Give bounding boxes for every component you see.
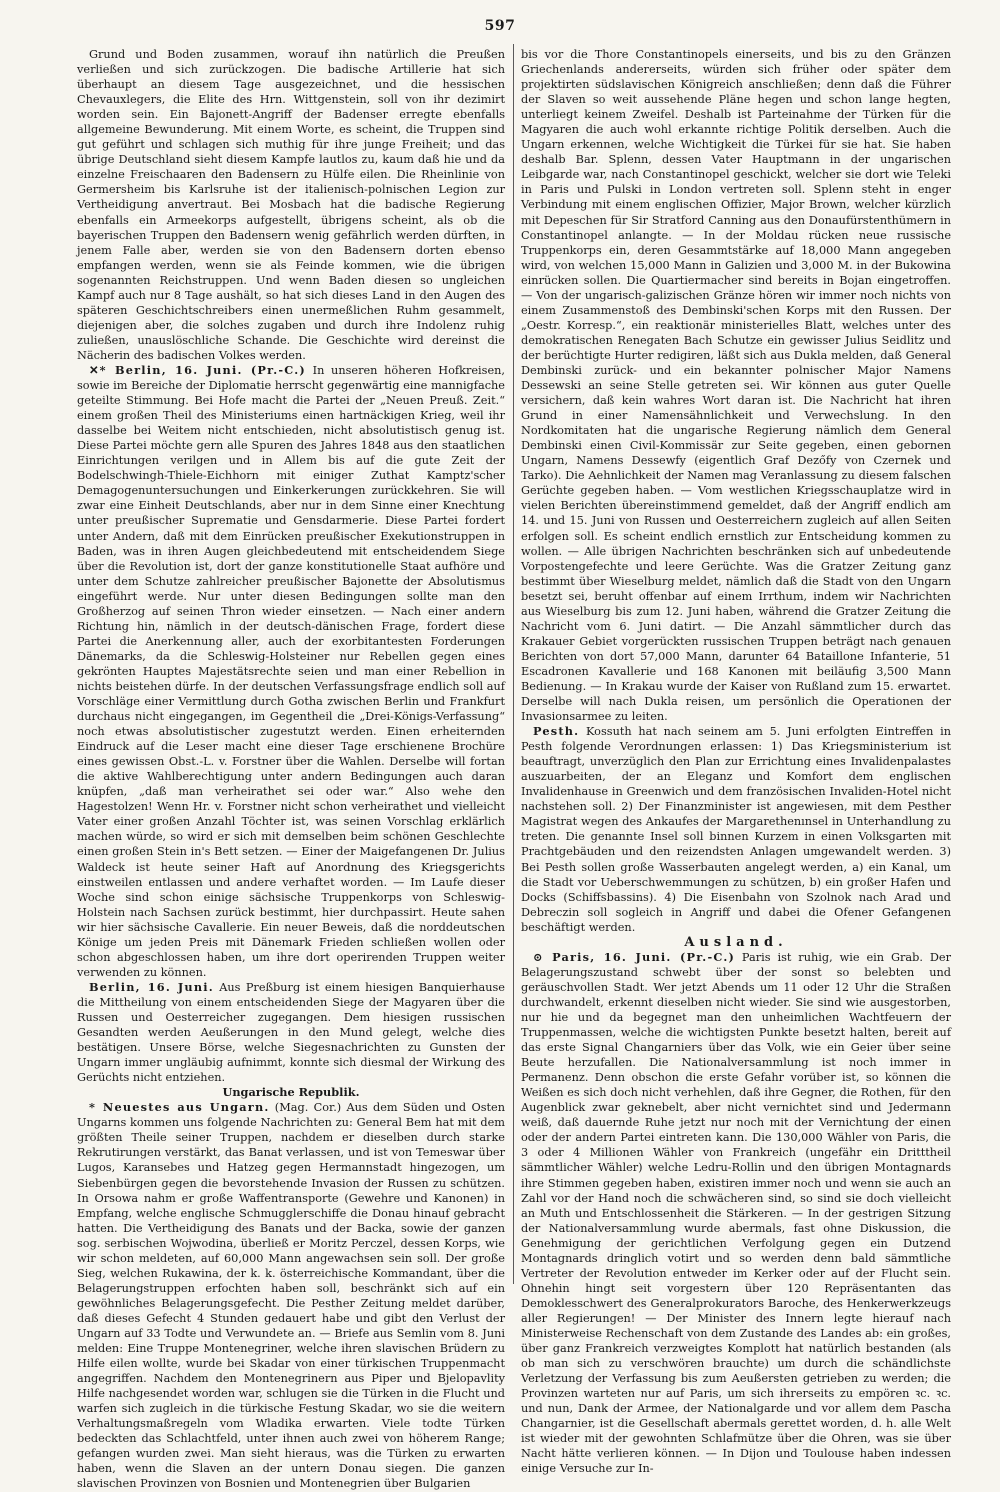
dateline: * Neuestes aus Ungarn. — [89, 1100, 270, 1115]
article-paragraph — [77, 1100, 505, 1491]
paragraph-text: bis vor die Thore Constantinopels einerseits, und bis zu den Gränzen Griechenlands andererseits, würden sich früher oder später dem projektirten südslavischen Königreich anschließen; denn daß die Führer der Slaven so weit aussehende Pläne hegen und schon lange hegten, unterliegt keinem Zweifel. Deshalb ist Parteinahme der Türken für die Magyaren die auch wohl erkannte richtige Politik derselben. Auch die Ungarn erkennen, welche Wichtigkeit die Türkei für sie hat. Sie haben deshalb Bar. Splenn, dessen Vater Hauptmann in der ungarischen Leibgarde war, nach Constantinopel geschickt, welcher sie dort wie Teleki in Paris und Pulski in London vertreten soll. Splenn steht in enger Verbindung mit einem englischen Offizier, Major Brown, welcher kürzlich mit Depeschen für Sir Stratford Canning aus den Donaufürstenthümern in Constantinopel anlangte. — In der Moldau rücken neue russische Truppenkorps ein, deren Gesammtstärke auf 18,000 Mann angegeben wird, von welchen 15,000 Mann in Galizien und 3,000 M. in der Bukowina einrücken sollen. Die Quartiermacher sind bereits in Bojan eingetroffen. — Von der ungarisch-galizischen Gränze hören wir immer noch nichts von einem Zusammenstoß des Dembinski'schen Korps mit den Russen. Der „Oestr. Korresp.“, ein reaktionär ministerielles Blatt, welches unter des demokratischen Renegaten Bach Schutze ein gewisser Julius Seidlitz und der berüchtigte Hurter redigiren, läßt sich aus Dukla melden, daß General Dembinski zurück- und ein bekannter polnischer Major Namens Dessewski an seine Stelle getreten sei. Wir können aus guter Quelle versichern, daß kein wahres Wort daran ist. Die Nachricht hat ihren Grund in einer Namensähnlichkeit und Verwechslung. In den Nordkomitaten hat die ungarische Regierung nämlich dem General Dembinski einen Civil-Kommissär zur Seite gegeben, einen gebornen Ungarn, Namens Dessewfy (eigentlich Graf Dezőfy von Czernek und Tarko). Die Aehnlichkeit der Namen mag Veranlassung zu diesem falschen Gerüchte gegeben haben. — Vom westlichen Kriegsschauplatze wird in vielen Berichten übereinstimmend gemeldet, daß der Angriff endlich am 14. und 15. Juni von Russen und Oesterreichern zugleich auf allen Seiten erfolgen soll. Es scheint endlich ernstlich zur Entscheidung kommen zu wollen. — Alle übrigen Nachrichten beschränken sich auf unbedeutende Vorpostengefechte und leere Gerüchte. Was die Gratzer Zeitung ganz bestimmt über Wieselburg meldet, nämlich daß die Stadt von den Ungarn besetzt sei, beruht offenbar auf einem Irrthum, indem wir Nachrichten aus Wieselburg bis zum 12. Juni haben, während die Gratzer Zeitung die Nachricht vom 6. Juni datirt. — Die Anzahl sämmtlicher durch das Krakauer Gebiet vorgerückten russischen Truppen beträgt nach genauen Berichten von dort 57,000 Mann, darunter 64 Bataillone Infanterie, 51 Escadronen Kavallerie und 168 Kanonen mit beiläufig 3,500 Mann Bedienung. — In Krakau wurde der Kaiser von Rußland zum 15. erwartet. Derselbe will nach Dukla reisen, um persönlich die Operationen der Invasionsarmee zu leiten. — [521, 48, 951, 724]
page-number: 597 — [484, 18, 516, 34]
paragraph-text: Paris ist ruhig, wie ein Grab. Der Belagerungszustand schwebt über der sonst so belebten und geräuschvollen Stadt. Wer jetzt Abends um 11 oder 12 Uhr die Straßen durchwandelt, erkennt dieselben nicht wieder. Sie sind wie ausgestorben, nur hie und da begegnet man den unheimlichen Wachtfeuern der Truppenmassen, welche die wichtigsten Punkte besetzt halten, bereit auf das erste Signal Changarniers über das Volk, wie ein Geier über seine Beute herzufallen. Die Nationalversammlung ist noch immer in Permanenz. Denn obschon die erste Gefahr vorüber ist, so können die Weißen es sich doch nicht verhehlen, daß ihre Gegner, die Rothen, für den Augenblick zwar geknebelt, aber nicht vernichtet sind und Jedermann weiß, daß dauernde Ruhe jetzt nur noch mit der Vernichtung der einen oder der andern Partei eintreten kann. Die 130,000 Wähler von Paris, die 3 oder 4 Millionen Wähler von Frankreich (ungefähr ein Dritttheil sämmtlicher Wähler) welche Ledru-Rollin und den übrigen Montagnards ihre Stimmen gegeben haben, existiren immer noch und wenn sie auch an Zahl vor der Hand noch die schwächeren sind, so sind sie doch vielleicht an Muth und Entschlossenheit die Stärkeren. — In der gestrigen Sitzung der Nationalversammlung wurde abermals, fast ohne Diskussion, die Genehmigung der gerichtlichen Verfolgung gegen ein Dutzend Montagnards dringlich votirt und so werden denn bald sämmtliche Vertreter der Revolution entweder im Kerker oder auf der Flucht sein. Ohnehin hingt seit vorgestern über 120 Repräsentanten das Demoklesschwert des Generalprokurators Baroche, des Henkerwerkzeugs aller Regierungen! — Der Minister des Innern legte hierauf nach Ministerweise Rechenschaft von dem Zustande des Landes ab: ein großes, über ganz Frankreich verzweigtes Komplott hat natürlich bestanden (als ob man sich zu verschwören brauchte) um durch die schändlichste Verletzung der Verfassung bis zum Aeußersten getrieben zu werden; die Provinzen warteten nur auf Paris, um sich ihrerseits zu empören ꝛc. ꝛc. und nun, Dank der Armee, der Nationalgarde und vor allem dem Pascha Changarnier, ist die Gesellschaft abermals gerettet worden, d. h. alle Welt ist wieder mit der gewohnten Schlafmütze über die Ohren, was sie über Nacht hätte verlieren können. — In Dijon und Toulouse haben indessen einige Versuche zur In- — [521, 950, 951, 1476]
paragraph-text: In unseren höheren Hofkreisen, sowie im Bereiche der Diplomatie herrscht gegenwärtig eine mannigfache geteilte Stimmung. Bei Hofe macht die Partei der „Neuen Preuß. Zeit.“ einem großen Theil des Ministeriums einen hartnäckigen Krieg, weil ihr dasselbe bei Weitem nicht entschieden, nicht absolutistisch genug ist. Diese Partei möchte gern alle Spuren des Jahres 1848 aus den staatlichen Einrichtungen verilgen und in Allem bis auf die gute Zeit der Bodelschwingh-Thiele-Eichhorn mit einiger Zuthat Kamptz'scher Demagogenuntersuchungen und Einkerkerungen zurückkehren. Sie will zwar eine Einheit Deutschlands, aber nur in dem Sinne einer Knechtung unter preußischer Suprematie und Gensdarmerie. Diese Partei fordert unter Andern, daß mit dem Einrücken preußischer Exekutionstruppen in Baden, was in ihren Augen gleichbedeutend mit entscheidendem Siege über die Revolution ist, dort der ganze konstitutionelle Staat aufhöre und unter dem Schutze zahlreicher preußischer Bajonette der Absolutismus eingeführt werde. Nur unter diesen Bedingungen sollte man den Großherzog auf seinen Thron wieder einsetzen. — Nach einer andern Richtung hin, nämlich in der deutsch-dänischen Frage, fordert diese Partei die Anerkennung aller, auch der exorbitantesten Forderungen Dänemarks, da die Schleswig-Holsteiner nur Rebellen gegen eines gekrönten Hauptes Majestätsrechte seien und man einer Rebellion in nichts beistehen dürfe. In der deutschen Verfassungsfrage endlich soll auf Vorschläge einer Vermittlung durch Gotha zwischen Berlin und Frankfurt durchaus nicht eingegangen, im Gegentheil die „Drei-Königs-Verfassung“ noch etwas absolutistischer zugestutzt werden. Einen erheiternden Eindruck auf die Leser macht eine dieser Tage erschienene Brochüre eines gewissen Obst.-L. v. Forstner über die Wahlen. Derselbe will fortan die aktive Wahlberechtigung unter andern Bedingungen auch daran knüpfen, „daß man verheirathet sei oder war.“ Also wehe den Hagestolzen! Wenn Hr. v. Forstner nicht schon verheirathet und vielleicht Vater einer großen Anzahl Töchter ist, was seinen Vorschlag erklärlich machen würde, so wird er sich mit demselben beim schönen Geschlechte einen großen Stein in's Bett setzen. — Einer der Maigefangenen Dr. Julius Waldeck ist heute seiner Haft auf Anordnung des Kriegsgerichts einstweilen entlassen und andere verhaftet worden. — Im Laufe dieser Woche sind schon einige sächsische Truppenkorps von Schleswig-Holstein nach Sachsen zurück bestimmt, hier durchpassirt. Heute sahen wir hier sächsische Cavallerie. Ein neuer Beweis, daß die norddeutschen Könige um jeden Preis mit Dänemark Frieden schließen wollen oder schon abgeschlossen haben, um ihre dort operirenden Truppen weiter verwenden zu können. — [77, 363, 505, 979]
paragraph-text: Aus Preßburg ist einem hiesigen Banquierhause die Mittheilung von einem entscheidenden Siege der Magyaren über die Russen und Oesterreicher zugegangen. Dem hiesigen russischen Gesandten werden Aeußerungen in den Mund gelegt, welche dies bestätigen. Unsere Börse, welche Siegesnachrichten zu Gunsten der Ungarn immer ungläubig aufnimmt, konnte sich diesmal der Wirkung des Gerüchts nicht entziehen. — [77, 980, 505, 1085]
dateline: Pesth. — [533, 724, 580, 739]
paragraph-text: (Mag. Cor.) Aus dem Süden und Osten Ungarns kommen uns folgende Nachrichten zu: General Bem hat mit dem größten Theile seiner Truppen, nachdem er dieselben durch starke Rekrutirungen verstärkt, das Banat verlassen, und ist von Temeswar über Lugos, Karansebes und Hatzeg gegen Hermannstadt hingezogen, um Siebenbürgen gegen die bevorstehende Invasion der Russen zu schützen. In Orsowa nahm er große Waffentransporte (Gewehre und Kanonen) in Empfang, welche englische Schmugglerschiffe die Donau hinauf gebracht hatten. Die Vertheidigung des Banats und der Backa, sowie der ganzen sog. serbischen Wojwodina, überließ er Moritz Perczel, dessen Korps, wie wir schon meldeten, auf 60,000 Mann angewachsen sein soll. Der große Sieg, welchen Rukawina, der k. k. österreichische Kommandant, über die Belagerungstruppen erfochten haben soll, beschränkt sich auf ein gewöhnliches Belagerungsgefecht. Die Pesther Zeitung meldet darüber, daß dieses Gefecht 4 Stunden gedauert habe und gibt den Verlust der Ungarn auf 33 Todte und Verwundete an. — Briefe aus Semlin vom 8. Juni melden: Eine Truppe Montenegriner, welche ihren slavischen Brüdern zu Hilfe eilen wollte, wurde bei Skadar von einer türkischen Truppenmacht angegriffen. Nachdem den Montenegrinern aus Piper und Bjelopavlity Hilfe nachgesendet worden war, schlugen sie die Türken in die Flucht und warfen sich zugleich in die türkische Festung Skadar, wo sie die weitern Verhaltungsmaßregeln vom Wladika erwarten. Viele todte Türken bedeckten das Schlachtfeld, unter ihnen auch zwei von höherem Range; gefangen wurden zwei. Man sieht hieraus, was die Türken zu erwarten haben, wenn die Slaven an der untern Donau siegen. Die ganzen slavischen Provinzen von Bosnien und Montenegrien über Bulgarien — [77, 1101, 506, 1491]
article-paragraph — [77, 47, 505, 363]
dateline: Berlin, 16. Juni. — [89, 979, 214, 994]
left-column — [77, 47, 506, 1491]
article-paragraph — [77, 363, 505, 980]
paragraph-text: Kossuth hat nach seinem am 5. Juni erfolgten Eintreffen in Pesth folgende Verordnungen erlassen: 1) Das Kriegsministerium ist beauftragt, unverzüglich den Plan zur Errichtung eines Invalidenpalastes auszuarbeiten, der an Eleganz und Komfort dem englischen Invalidenhause in Greenwich und dem französischen Invaliden-Hotel nicht nachstehen soll. 2) Der Finanzminister ist angewiesen, mit dem Pesther Magistrat wegen des Ankaufes der Margarethenınsel in Unterhandlung zu treten. Die genannte Insel soll binnen Kurzem in einen Volksgarten mit Prachtgebäuden und den reizendsten Anlagen umgewandelt werden. 3) Bei Pesth sollen große Wasserbauten angelegt werden, a) ein Kanal, um die Stadt vor Ueberschwemmungen zu schützen, b) ein großer Hafen und Docks (Schiffsbassins). 4) Die Eisenbahn von Szolnok nach Arad und Debreczin soll sogleich in Angriff und dabei die Ofener Gefangenen beschäftigt werden. — [521, 725, 951, 934]
column-divider — [513, 44, 514, 1284]
right-column — [521, 47, 951, 1476]
dateline: ✕* Berlin, 16. Juni. (Pr.-C.) — [89, 362, 306, 377]
dateline: ⊙ Paris, 16. Juni. (Pr.-C.) — [533, 949, 735, 964]
section-heading: Ungarische Republik. — [222, 1085, 360, 1100]
paragraph-text: Grund und Boden zusammen, worauf ihn natürlich die Preußen verließen und sich zurückzogen. Die badische Artillerie hat sich überhaupt an diesem Tage ausgezeichnet, und die hessischen Chevauxlegers, die Elite des Hrn. Wittgenstein, soll von ihr dezimirt worden sein. Ein Bajonett-Angriff der Badenser erregte ebenfalls allgemeine Bewunderung. Mit einem Worte, es scheint, die Truppen sind gut geführt und schlagen sich muthig für ihre junge Freiheit; und das übrige Deutschland sieht diesem Kampfe lautlos zu, kaum daß hie und da einzelne Freischaaren den Badensern zu Hülfe eilen. Die Rheinlinie von Germersheim bis Karlsruhe ist der italienisch-polnischen Legion zur Vertheidigung anvertraut. Bei Mosbach hat die badische Regierung ebenfalls ein Armeekorps aufgestellt, übrigens scheint, als ob die bayerischen Truppen den Badensern wenig gefährlich werden dürften, in jenem Falle aber, werden sie von den Badensern dorten ebenso empfangen werden, wenn sie als Feinde kommen, wie die übrigen sogenannten Reichstruppen. Und wenn Baden diesen so ungleichen Kampf auch nur 8 Tage aushält, so hat sich dieses Land in den Augen des späteren Geschichtschreibers einen unermeßlichen Ruhm gesammelt, diejenigen aber, die solches zugaben und durch ihre Indolenz ruhig zuließen, unauslöschliche Schande. Die Geschichte wird dereinst die Nächerin des badischen Volkes werden. — [77, 48, 505, 362]
article-paragraph — [521, 950, 951, 1477]
section-title: Ausland. — [684, 934, 788, 950]
article-paragraph — [77, 980, 505, 1085]
article-paragraph — [521, 47, 951, 724]
article-paragraph — [521, 724, 951, 935]
